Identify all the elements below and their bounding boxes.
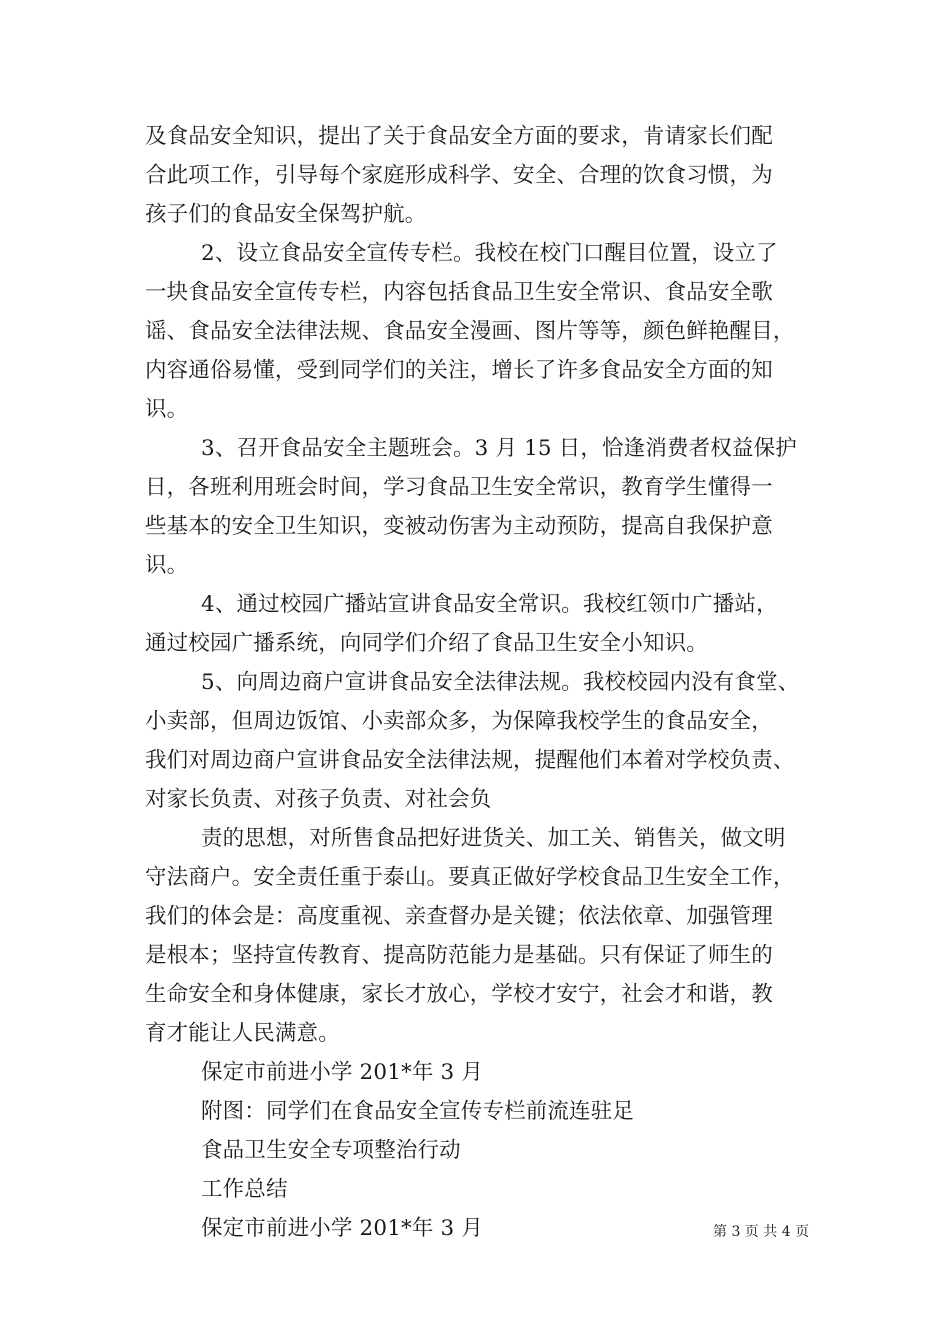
text-line: 日，各班利用班会时间，学习食品卫生安全常识，教育学生懂得一 [145,475,773,500]
text-line: 一块食品安全宣传专栏，内容包括食品卫生安全常识、食品安全歌 [145,280,773,305]
text-line: 孩子们的食品安全保驾护航。 [145,202,427,227]
text-line: 通过校园广播系统，向同学们介绍了食品卫生安全小知识。 [145,631,708,656]
text-line: 3、召开食品安全主题班会。3 月 15 日，恰逢消费者权益保护 [201,436,797,461]
text-line: 附图：同学们在食品安全宣传专栏前流连驻足 [201,1099,635,1124]
text-line: 我们的体会是：高度重视、亲查督办是关键；依法依章、加强管理 [145,904,773,929]
text-line: 对家长负责、对孩子负责、对社会负 [145,787,492,812]
text-line: 及食品安全知识，提出了关于食品安全方面的要求，肯请家长们配 [145,124,773,149]
text-line: 5、向周边商户宣讲食品安全法律法规。我校校园内没有食堂、 [201,670,800,695]
text-line: 识。 [145,553,189,578]
text-line: 保定市前进小学 201*年 3 月 [201,1216,484,1241]
text-line: 识。 [145,397,189,422]
text-line: 2、设立食品安全宣传专栏。我校在校门口醒目位置，设立了 [201,241,778,266]
text-line: 守法商户。安全责任重于泰山。要真正做好学校食品卫生安全工作， [145,865,795,890]
text-line: 责的思想，对所售食品把好进货关、加工关、销售关，做文明 [201,826,786,851]
text-line: 些基本的安全卫生知识，变被动伤害为主动预防，提高自我保护意 [145,514,773,539]
text-line: 食品卫生安全专项整治行动 [201,1138,461,1163]
text-line: 4、通过校园广播站宣讲食品安全常识。我校红领巾广播站， [201,592,778,617]
document-body [145,117,825,1248]
text-line: 生命安全和身体健康，家长才放心，学校才安宁，社会才和谐，教 [145,982,773,1007]
text-line: 是根本；坚持宣传教育、提高防范能力是基础。只有保证了师生的 [145,943,773,968]
text-line: 育才能让人民满意。 [145,1021,340,1046]
text-line: 工作总结 [201,1177,288,1202]
page-number-footer: 第 3 页 共 4 页 [713,1224,810,1240]
text-line: 合此项工作，引导每个家庭形成科学、安全、合理的饮食习惯，为 [145,163,773,188]
text-line: 内容通俗易懂，受到同学们的关注，增长了许多食品安全方面的知 [145,358,773,383]
text-line: 谣、食品安全法律法规、食品安全漫画、图片等等，颜色鲜艳醒目， [145,319,795,344]
text-line: 我们对周边商户宣讲食品安全法律法规，提醒他们本着对学校负责、 [145,748,795,773]
text-line: 保定市前进小学 201*年 3 月 [201,1060,484,1085]
text-line: 小卖部，但周边饭馆、小卖部众多，为保障我校学生的食品安全， [145,709,773,734]
